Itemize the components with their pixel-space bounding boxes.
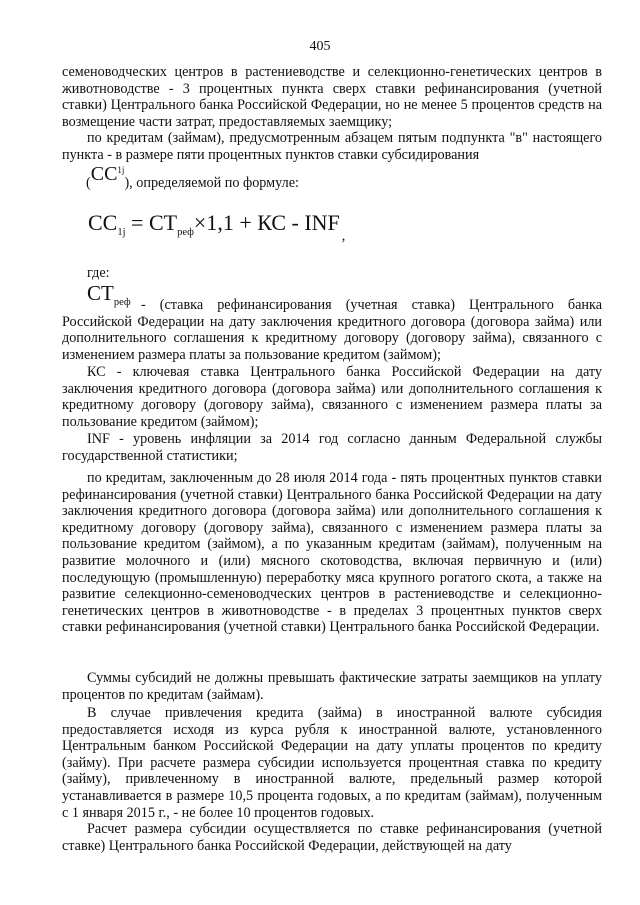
cc-symbol: CC: [90, 163, 118, 185]
paragraph-before-july: по кредитам, заключенным до 28 июля 2014 года - пять процентных пунктов ставки рефинансирования (учетной ставки) Центрального банка Российской Федерации на дату заключения кредитного договора (договора займа) или дополнительного соглашения к кредитному договору (договору займа), связанного с изменением размера платы за пользование кредитом (займом), а по указанным кредитам (займам), полученным на развитие молочного и (или) мясного скотоводства, включая первичную и (или) последующую (промышленную) переработку мяса крупного рогатого скота, а также на развитие селекционно-семеноводческих центров в растениеводстве и селекционно-генетических центров в животноводстве - в пределах 3 процентных пунктов сверх ставки рефинансирования (учетной ставки) Центрального банка Российской Федерации.: [62, 470, 602, 636]
ks-definition: КС - ключевая ставка Центрального банка Российской Федерации на дату заключения кредитного договора (договора займа) или дополнительного соглашения к кредитному договору (договору займа), связанного с изменением размера платы за пользование кредитом (займом);: [62, 364, 602, 430]
paragraph-foreign-currency: В случае привлечения кредита (займа) в иностранной валюте субсидия предоставляется исходя из курса рубля к иностранной валюте, установленного Центральным банком Российской Федерации на дату уплаты процентов по кредиту (займу). При расчете размера субсидии используется процентная ставка по кредиту (займу), привлеченному в иностранной валюте, предельный размер которой устанавливается в размере 10,5 процента годовых, а по кредитам (займам), полученным с 1 января 2015 г., - не более 10 процентов годовых.: [62, 705, 602, 821]
formula-lhs: CC: [88, 210, 118, 235]
paragraph-credits-abzac: по кредитам (займам), предусмотренным абзацем пятым подпункта "в" настоящего пункта - в размере пяти процентных пунктов ставки субсидирования: [62, 130, 602, 163]
paren-open: (: [86, 175, 91, 191]
formula-intro-text: ), определяемой по формуле:: [124, 175, 299, 191]
paragraph-subsidy-limits: Суммы субсидий не должны превышать фактические затраты заемщиков на уплату процентов по кредитам (займам).: [62, 670, 602, 703]
formula-intro: [86, 163, 586, 192]
formula: [88, 210, 588, 244]
inf-definition: INF - уровень инфляции за 2014 год согласно данным Федеральной службы государственной статистики;: [62, 431, 602, 464]
ct-symbol: CT: [87, 281, 114, 305]
formula-comma: ,: [341, 228, 346, 244]
where-label: где:: [87, 265, 110, 281]
formula-lhs-sub: 1j: [117, 227, 126, 238]
paragraph-calculation: Расчет размера субсидии осуществляется по ставке рефинансирования (учетной ставке) Центрального банка Российской Федерации, действующей на дату: [62, 821, 602, 854]
ct-subscript: реф: [113, 297, 131, 308]
page-number: 405: [309, 39, 331, 54]
formula-rest: ×1,1 + КС - INF: [193, 210, 340, 235]
ct-definition: - (ставка рефинансирования (учетная ставка) Центрального банка Российской Федерации на дату заключения кредитного договора (договора займа) или дополнительного соглашения к кредитному договору (договору займа), связанного с изменением размера платы за пользование кредитом (займом);: [62, 297, 602, 363]
paragraph-seed-centers: семеноводческих центров в растениеводстве и селекционно-генетических центров в животноводстве - 3 процентных пункта сверх ставки рефинансирования (учетной ставки) Центрального банка Российской Федерации, но не менее 5 процентов средств на возмещение части затрат, предоставляемых заемщику;: [62, 64, 602, 130]
formula-ref-sub: реф: [177, 227, 194, 238]
formula-eq-ct: = CT: [125, 210, 178, 235]
cc-subscript: 1j: [117, 165, 125, 175]
